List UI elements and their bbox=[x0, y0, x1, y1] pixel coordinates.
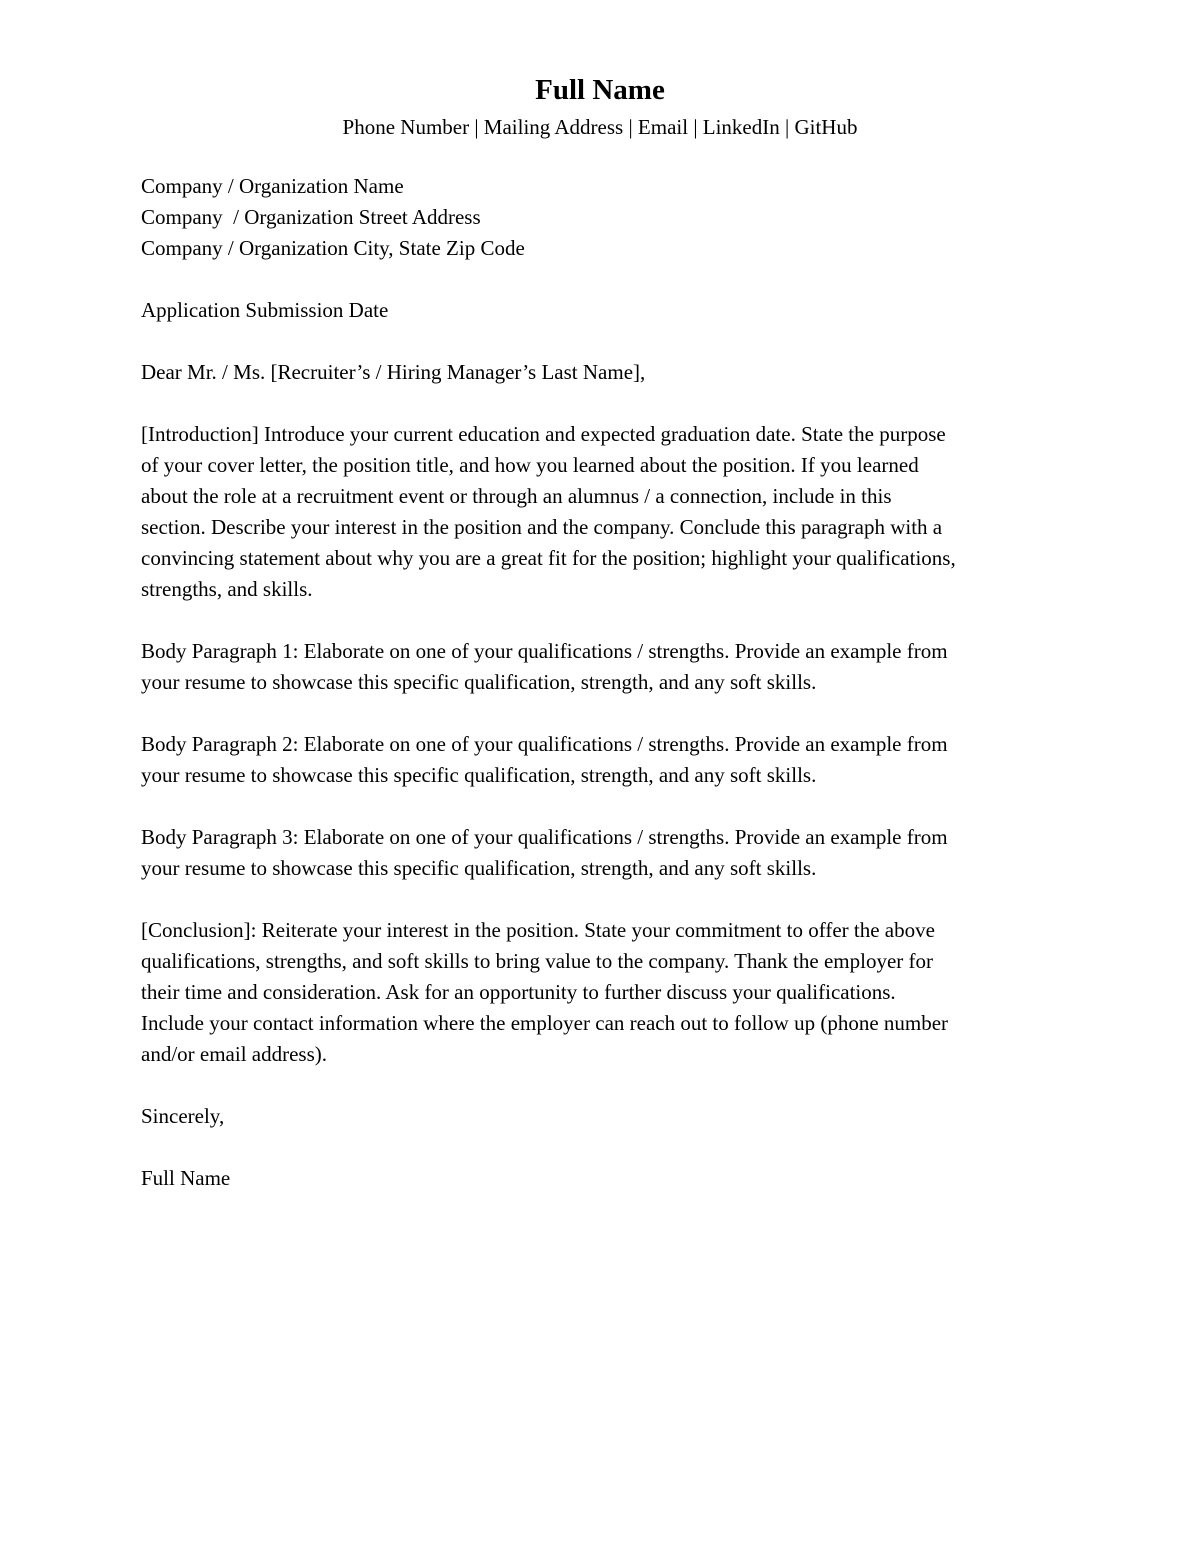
paragraph-line: Include your contact information where the employer can reach out to follow up (phone number bbox=[141, 1011, 949, 1035]
paragraph-line: section. Describe your interest in the position and the company. Conclude this paragraph with a bbox=[141, 515, 943, 539]
date-line: Application Submission Date bbox=[141, 298, 389, 322]
salutation-line: Dear Mr. / Ms. [Recruiter’s / Hiring Manager’s Last Name], bbox=[141, 360, 646, 384]
closing bbox=[141, 1101, 1071, 1132]
paragraph-line: your resume to showcase this specific qualification, strength, and any soft skills. bbox=[141, 763, 817, 787]
signature-name: Full Name bbox=[141, 1166, 231, 1190]
paragraph-line: strengths, and skills. bbox=[141, 577, 313, 601]
recipient-line: Company / Organization Name bbox=[141, 174, 404, 198]
paragraph-line: Body Paragraph 3: Elaborate on one of your qualifications / strengths. Provide an example from bbox=[141, 825, 948, 849]
applicant-name-heading: Full Name bbox=[535, 74, 665, 106]
paragraph-line: [Introduction] Introduce your current education and expected graduation date. State the purpose bbox=[141, 422, 946, 446]
paragraph-line: qualifications, strengths, and soft skills to bring value to the company. Thank the employer for bbox=[141, 949, 934, 973]
closing-line: Sincerely, bbox=[141, 1104, 225, 1128]
paragraph-line: Body Paragraph 1: Elaborate on one of your qualifications / strengths. Provide an example from bbox=[141, 639, 948, 663]
introduction-paragraph bbox=[141, 419, 1071, 605]
paragraph-line: of your cover letter, the position title, and how you learned about the position. If you learned bbox=[141, 453, 919, 477]
paragraph-line: convincing statement about why you are a great fit for the position; highlight your qualifications, bbox=[141, 546, 956, 570]
letter-body bbox=[141, 171, 1071, 1225]
contact-info-line: Phone Number | Mailing Address | Email | LinkedIn | GitHub bbox=[342, 115, 858, 139]
body-paragraph-1 bbox=[141, 636, 1071, 698]
paragraph-line: and/or email address). bbox=[141, 1042, 328, 1066]
salutation bbox=[141, 357, 1071, 388]
paragraph-line: [Conclusion]: Reiterate your interest in the position. State your commitment to offer the above bbox=[141, 918, 935, 942]
body-paragraph-2 bbox=[141, 729, 1071, 791]
recipient-line: Company / Organization Street Address bbox=[141, 205, 481, 229]
recipient-line: Company / Organization City, State Zip Code bbox=[141, 236, 525, 260]
paragraph-line: your resume to showcase this specific qualification, strength, and any soft skills. bbox=[141, 670, 817, 694]
paragraph-line: Body Paragraph 2: Elaborate on one of your qualifications / strengths. Provide an example from bbox=[141, 732, 948, 756]
paragraph-line: your resume to showcase this specific qualification, strength, and any soft skills. bbox=[141, 856, 817, 880]
recipient-address-block bbox=[141, 171, 1071, 264]
body-paragraph-3 bbox=[141, 822, 1071, 884]
conclusion-paragraph bbox=[141, 915, 1071, 1070]
submission-date bbox=[141, 295, 1071, 326]
paragraph-line: about the role at a recruitment event or through an alumnus / a connection, include in this bbox=[141, 484, 892, 508]
paragraph-line: their time and consideration. Ask for an opportunity to further discuss your qualifications. bbox=[141, 980, 896, 1004]
signature bbox=[141, 1163, 1071, 1194]
